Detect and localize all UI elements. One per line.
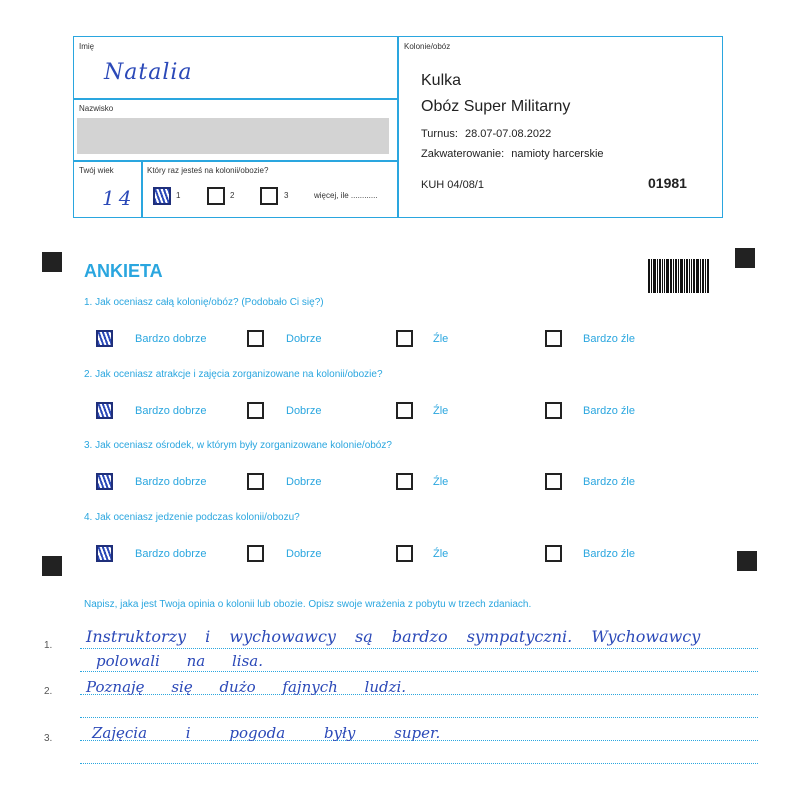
question-2-option-label: Bardzo dobrze	[135, 405, 207, 417]
kolonia-label: Kolonie/obóz	[404, 42, 451, 51]
zakwaterowanie-row	[421, 148, 604, 160]
question-3-checkbox-2[interactable]	[247, 473, 264, 490]
question-2-checkbox-1[interactable]	[96, 402, 113, 419]
nazwisko-redacted	[77, 118, 389, 154]
ktory-raz-checkbox-2[interactable]	[207, 187, 225, 205]
writing-line	[80, 763, 758, 764]
wiecej-label: więcej, ile ............	[314, 191, 378, 200]
ktory-raz-label: Który raz jesteś na kolonii/obozie?	[147, 166, 269, 175]
question-3-text: 3. Jak oceniasz ośrodek, w którym były zorganizowane kolonie/obóz?	[84, 440, 392, 451]
writing-line	[80, 648, 758, 649]
header-divider-3	[141, 160, 143, 218]
ktory-raz-checkbox-3[interactable]	[260, 187, 278, 205]
header-divider-1	[73, 98, 398, 100]
question-3-option-label: Bardzo źle	[583, 476, 635, 488]
registration-marker-bottom-left	[42, 556, 62, 576]
question-1-checkbox-1[interactable]	[96, 330, 113, 347]
line-number-1: 1.	[44, 640, 53, 651]
ktory-raz-option-3: 3	[284, 191, 289, 200]
imie-value[interactable]: Natalia	[104, 60, 193, 85]
question-2-option-label: Źle	[433, 405, 449, 417]
question-2-text: 2. Jak oceniasz atrakcje i zajęcia zorganizowane na kolonii/obozie?	[84, 369, 383, 380]
question-4-checkbox-4[interactable]	[545, 545, 562, 562]
barcode	[648, 259, 710, 293]
line-number-3: 3.	[44, 733, 53, 744]
question-2-checkbox-3[interactable]	[396, 402, 413, 419]
nazwisko-label: Nazwisko	[79, 104, 114, 113]
turnus-row	[421, 128, 551, 140]
question-4-checkbox-1[interactable]	[96, 545, 113, 562]
imie-label: Imię	[79, 42, 95, 51]
wiek-label: Twój wiek	[79, 166, 114, 175]
ktory-raz-option-1: 1	[176, 191, 181, 200]
question-4-option-label: Źle	[433, 548, 449, 560]
question-1-checkbox-2[interactable]	[247, 330, 264, 347]
question-4-checkbox-3[interactable]	[396, 545, 413, 562]
question-2-checkbox-4[interactable]	[545, 402, 562, 419]
question-4-text: 4. Jak oceniasz jedzenie podczas kolonii/obozu?	[84, 512, 300, 523]
question-1-checkbox-3[interactable]	[396, 330, 413, 347]
opinion-line-4[interactable]: Zajęcia i pogoda były super.	[92, 724, 441, 742]
question-4-checkbox-2[interactable]	[247, 545, 264, 562]
header-divider-2	[73, 160, 398, 162]
question-1-option-label: Źle	[433, 333, 449, 345]
ktory-raz-option-2: 2	[230, 191, 235, 200]
oboz-name: Obóz Super Militarny	[421, 98, 571, 115]
question-3-option-label: Źle	[433, 476, 449, 488]
question-3-checkbox-4[interactable]	[545, 473, 562, 490]
question-2-option-label: Dobrze	[286, 405, 322, 417]
question-1-option-label: Dobrze	[286, 333, 322, 345]
opinion-line-2[interactable]: polowali na lisa.	[96, 652, 263, 670]
opinion-line-3[interactable]: Poznaję się dużo fajnych ludzi.	[86, 678, 407, 696]
header-divider-vertical	[397, 36, 399, 218]
line-number-2: 2.	[44, 686, 53, 697]
question-4-option-label: Bardzo źle	[583, 548, 635, 560]
turnus-label: Turnus:	[421, 128, 458, 140]
question-3-checkbox-3[interactable]	[396, 473, 413, 490]
question-3-checkbox-1[interactable]	[96, 473, 113, 490]
question-2-option-label: Bardzo źle	[583, 405, 635, 417]
zakwaterowanie-value: namioty harcerskie	[511, 148, 604, 160]
question-4-option-label: Bardzo dobrze	[135, 548, 207, 560]
registration-marker-top-right	[735, 248, 755, 268]
turnus-value: 28.07-07.08.2022	[464, 128, 552, 140]
question-1-checkbox-4[interactable]	[545, 330, 562, 347]
question-3-option-label: Bardzo dobrze	[135, 476, 207, 488]
registration-marker-bottom-right	[737, 551, 757, 571]
zakwaterowanie-label: Zakwaterowanie:	[421, 148, 505, 160]
question-3-option-label: Dobrze	[286, 476, 322, 488]
wiek-value[interactable]: 14	[102, 186, 136, 210]
form-number: 01981	[648, 175, 687, 191]
question-1-option-label: Bardzo źle	[583, 333, 635, 345]
question-1-option-label: Bardzo dobrze	[135, 333, 207, 345]
writing-line	[80, 717, 758, 718]
ktory-raz-checkbox-1[interactable]	[153, 187, 171, 205]
question-2-checkbox-2[interactable]	[247, 402, 264, 419]
question-1-text: 1. Jak oceniasz całą kolonię/obóz? (Podobało Ci się?)	[84, 297, 324, 308]
kolonia-name: Kulka	[421, 72, 462, 89]
kolonia-code: KUH 04/08/1	[421, 179, 484, 191]
opinion-prompt: Napisz, jaka jest Twoja opinia o kolonii lub obozie. Opisz swoje wrażenia z pobytu w trzech zdaniach.	[84, 599, 532, 610]
question-4-option-label: Dobrze	[286, 548, 322, 560]
survey-title: ANKIETA	[84, 261, 163, 281]
writing-line	[80, 671, 758, 672]
opinion-line-1[interactable]: Instruktorzy i wychowawcy są bardzo sympatyczni. Wychowawcy	[86, 627, 701, 646]
registration-marker-top-left	[42, 252, 62, 272]
